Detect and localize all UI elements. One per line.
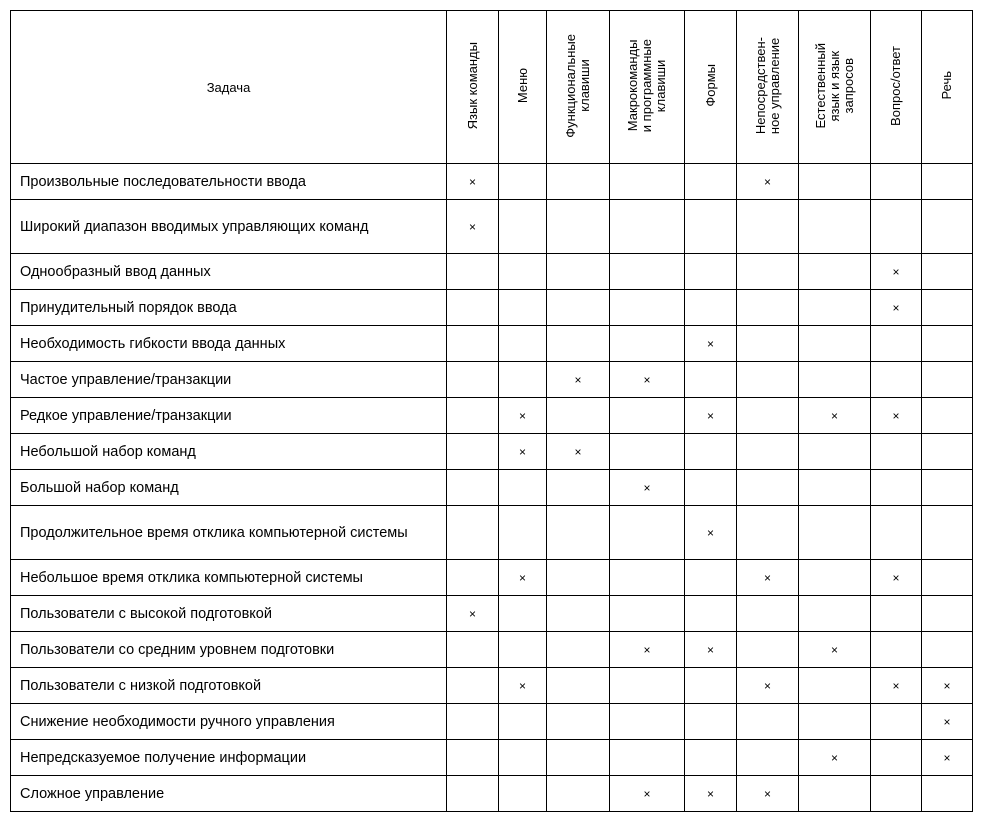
mark-cell-empty [610, 560, 685, 596]
mark-cell-empty [499, 164, 547, 200]
cross-mark-icon: × [643, 372, 651, 387]
mark-cell-empty [922, 200, 973, 254]
mark-cell-checked [499, 398, 547, 434]
mark-cell-empty [685, 596, 737, 632]
mark-cell-empty [685, 740, 737, 776]
mark-cell-empty [922, 290, 973, 326]
task-column-header: Задача [11, 11, 447, 164]
mark-cell-empty [610, 668, 685, 704]
cross-mark-icon: × [574, 372, 582, 387]
mark-cell-checked [737, 164, 799, 200]
mark-cell-empty [922, 470, 973, 506]
mark-cell-empty [799, 290, 871, 326]
task-cell: Снижение необходимости ручного управления [11, 704, 447, 740]
table-row [11, 596, 973, 632]
column-header-label: Речь [939, 71, 954, 100]
mark-cell-empty [499, 362, 547, 398]
cross-mark-icon: × [943, 750, 951, 765]
cross-mark-icon: × [574, 444, 582, 459]
mark-cell-empty [547, 632, 610, 668]
table-row [11, 254, 973, 290]
mark-cell-empty [871, 200, 922, 254]
mark-cell-empty [547, 776, 610, 812]
cross-mark-icon: × [943, 714, 951, 729]
header-row [11, 11, 973, 164]
column-header-label: Функциональные клавиши [563, 33, 592, 138]
column-header [610, 11, 685, 164]
cross-mark-icon: × [892, 264, 900, 279]
mark-cell-empty [737, 470, 799, 506]
mark-cell-empty [610, 254, 685, 290]
column-header [685, 11, 737, 164]
cross-mark-icon: × [468, 174, 476, 189]
task-cell: Редкое управление/транзакции [11, 398, 447, 434]
mark-cell-empty [499, 506, 547, 560]
mark-cell-empty [685, 362, 737, 398]
mark-cell-empty [871, 362, 922, 398]
table-row [11, 668, 973, 704]
mark-cell-empty [871, 632, 922, 668]
mark-cell-checked [922, 740, 973, 776]
mark-cell-empty [799, 200, 871, 254]
mark-cell-empty [799, 470, 871, 506]
task-cell: Необходимость гибкости ввода данных [11, 326, 447, 362]
column-header-label: Вопрос/ответ [888, 45, 903, 126]
mark-cell-empty [799, 164, 871, 200]
mark-cell-empty [799, 596, 871, 632]
mark-cell-empty [871, 740, 922, 776]
mark-cell-empty [685, 164, 737, 200]
mark-cell-empty [447, 254, 499, 290]
table-row [11, 632, 973, 668]
mark-cell-checked [737, 668, 799, 704]
cross-mark-icon: × [643, 786, 651, 801]
column-header-label: Меню [514, 67, 530, 104]
column-header-label: Непосредствен- ное управление [752, 36, 782, 135]
table-row [11, 362, 973, 398]
column-header [799, 11, 871, 164]
mark-cell-empty [547, 704, 610, 740]
mark-cell-empty [499, 254, 547, 290]
table-row [11, 398, 973, 434]
mark-cell-empty [610, 740, 685, 776]
mark-cell-checked [547, 362, 610, 398]
task-cell: Продолжительное время отклика компьютерной системы [11, 506, 447, 560]
mark-cell-checked [871, 668, 922, 704]
mark-cell-empty [922, 596, 973, 632]
table-row [11, 326, 973, 362]
cross-mark-icon: × [706, 336, 714, 351]
mark-cell-empty [547, 596, 610, 632]
mark-cell-empty [922, 560, 973, 596]
task-cell: Широкий диапазон вводимых управляющих команд [11, 200, 447, 254]
column-header-label: Язык команды [464, 41, 480, 130]
mark-cell-empty [447, 740, 499, 776]
mark-cell-empty [922, 434, 973, 470]
mark-cell-empty [499, 470, 547, 506]
mark-cell-empty [799, 704, 871, 740]
mark-cell-empty [499, 326, 547, 362]
mark-cell-empty [610, 164, 685, 200]
mark-cell-empty [447, 326, 499, 362]
mark-cell-empty [447, 776, 499, 812]
cross-mark-icon: × [763, 174, 771, 189]
mark-cell-empty [922, 632, 973, 668]
cross-mark-icon: × [830, 750, 838, 765]
mark-cell-empty [547, 326, 610, 362]
mark-cell-empty [447, 362, 499, 398]
cross-mark-icon: × [518, 570, 526, 585]
mark-cell-empty [610, 506, 685, 560]
mark-cell-empty [447, 398, 499, 434]
mark-cell-empty [737, 326, 799, 362]
cross-mark-icon: × [706, 525, 714, 540]
mark-cell-empty [922, 506, 973, 560]
mark-cell-empty [737, 506, 799, 560]
task-cell: Сложное управление [11, 776, 447, 812]
mark-cell-checked [737, 776, 799, 812]
mark-cell-empty [871, 596, 922, 632]
column-header-label: Макрокоманды и программные клавиши [625, 38, 668, 133]
mark-cell-empty [685, 254, 737, 290]
cross-mark-icon: × [468, 219, 476, 234]
column-header [922, 11, 973, 164]
cross-mark-icon: × [643, 480, 651, 495]
mark-cell-empty [871, 164, 922, 200]
mark-cell-empty [737, 596, 799, 632]
mark-cell-empty [871, 704, 922, 740]
mark-cell-empty [547, 560, 610, 596]
task-cell: Небольшой набор команд [11, 434, 447, 470]
cross-mark-icon: × [518, 408, 526, 423]
mark-cell-empty [799, 560, 871, 596]
cross-mark-icon: × [518, 444, 526, 459]
mark-cell-empty [547, 668, 610, 704]
mark-cell-empty [685, 434, 737, 470]
task-cell: Однообразный ввод данных [11, 254, 447, 290]
mark-cell-empty [799, 362, 871, 398]
mark-cell-empty [799, 776, 871, 812]
table-row [11, 506, 973, 560]
mark-cell-empty [922, 164, 973, 200]
mark-cell-empty [547, 470, 610, 506]
mark-cell-empty [499, 290, 547, 326]
mark-cell-empty [799, 434, 871, 470]
column-header [499, 11, 547, 164]
mark-cell-checked [499, 434, 547, 470]
mark-cell-checked [799, 740, 871, 776]
mark-cell-empty [737, 362, 799, 398]
mark-cell-empty [499, 740, 547, 776]
cross-mark-icon: × [892, 300, 900, 315]
column-header [547, 11, 610, 164]
mark-cell-empty [922, 398, 973, 434]
cross-mark-icon: × [763, 678, 771, 693]
mark-cell-empty [871, 434, 922, 470]
mark-cell-empty [922, 776, 973, 812]
cross-mark-icon: × [892, 570, 900, 585]
mark-cell-empty [737, 632, 799, 668]
mark-cell-empty [499, 632, 547, 668]
mark-cell-empty [685, 668, 737, 704]
mark-cell-empty [737, 704, 799, 740]
cross-mark-icon: × [468, 606, 476, 621]
mark-cell-empty [685, 470, 737, 506]
mark-cell-empty [547, 506, 610, 560]
mark-cell-empty [871, 776, 922, 812]
column-header [737, 11, 799, 164]
mark-cell-checked [799, 632, 871, 668]
mark-cell-empty [447, 704, 499, 740]
mark-cell-empty [799, 254, 871, 290]
mark-cell-checked [610, 632, 685, 668]
mark-cell-empty [547, 398, 610, 434]
task-cell: Пользователи со средним уровнем подготовки [11, 632, 447, 668]
mark-cell-empty [447, 434, 499, 470]
mark-cell-empty [610, 326, 685, 362]
task-cell: Большой набор команд [11, 470, 447, 506]
cross-mark-icon: × [892, 678, 900, 693]
cross-mark-icon: × [830, 642, 838, 657]
mark-cell-empty [547, 740, 610, 776]
mark-cell-checked [871, 290, 922, 326]
mark-cell-empty [547, 200, 610, 254]
table-row [11, 470, 973, 506]
mark-cell-empty [547, 164, 610, 200]
task-cell: Принудительный порядок ввода [11, 290, 447, 326]
mark-cell-empty [685, 704, 737, 740]
mark-cell-empty [737, 740, 799, 776]
table-row [11, 434, 973, 470]
mark-cell-empty [499, 200, 547, 254]
mark-cell-empty [922, 362, 973, 398]
mark-cell-empty [447, 632, 499, 668]
mark-cell-empty [447, 560, 499, 596]
table-row [11, 164, 973, 200]
table-body [11, 164, 973, 812]
mark-cell-empty [610, 290, 685, 326]
mark-cell-checked [685, 398, 737, 434]
mark-cell-checked [610, 776, 685, 812]
mark-cell-empty [871, 326, 922, 362]
table-row [11, 200, 973, 254]
mark-cell-empty [871, 506, 922, 560]
cross-mark-icon: × [706, 642, 714, 657]
mark-cell-checked [499, 560, 547, 596]
task-cell: Пользователи с низкой подготовкой [11, 668, 447, 704]
mark-cell-empty [499, 596, 547, 632]
task-cell: Небольшое время отклика компьютерной системы [11, 560, 447, 596]
mark-cell-empty [610, 200, 685, 254]
mark-cell-empty [610, 398, 685, 434]
mark-cell-empty [737, 434, 799, 470]
column-header [447, 11, 499, 164]
cross-mark-icon: × [518, 678, 526, 693]
mark-cell-checked [922, 668, 973, 704]
task-cell: Частое управление/транзакции [11, 362, 447, 398]
cross-mark-icon: × [643, 642, 651, 657]
mark-cell-empty [685, 560, 737, 596]
task-cell: Произвольные последовательности ввода [11, 164, 447, 200]
mark-cell-checked [447, 200, 499, 254]
table-row [11, 560, 973, 596]
mark-cell-empty [685, 200, 737, 254]
mark-cell-empty [737, 290, 799, 326]
mark-cell-empty [685, 290, 737, 326]
mark-cell-checked [447, 596, 499, 632]
task-cell: Непредсказуемое получение информации [11, 740, 447, 776]
mark-cell-empty [499, 776, 547, 812]
mark-cell-empty [547, 254, 610, 290]
column-header [871, 11, 922, 164]
mark-cell-empty [799, 506, 871, 560]
mark-cell-checked [737, 560, 799, 596]
cross-mark-icon: × [763, 786, 771, 801]
cross-mark-icon: × [706, 408, 714, 423]
table-row [11, 740, 973, 776]
mark-cell-empty [737, 200, 799, 254]
column-header-label: Естественный язык и язык запросов [812, 42, 856, 129]
mark-cell-checked [799, 398, 871, 434]
mark-cell-empty [447, 668, 499, 704]
mark-cell-empty [610, 434, 685, 470]
mark-cell-empty [447, 470, 499, 506]
mark-cell-checked [922, 704, 973, 740]
task-cell: Пользователи с высокой подготовкой [11, 596, 447, 632]
mark-cell-empty [871, 470, 922, 506]
mark-cell-empty [499, 704, 547, 740]
mark-cell-checked [871, 398, 922, 434]
table-row [11, 290, 973, 326]
cross-mark-icon: × [943, 678, 951, 693]
cross-mark-icon: × [892, 408, 900, 423]
mark-cell-empty [447, 290, 499, 326]
mark-cell-empty [610, 596, 685, 632]
mark-cell-empty [610, 704, 685, 740]
mark-cell-checked [447, 164, 499, 200]
mark-cell-empty [737, 398, 799, 434]
mark-cell-checked [610, 470, 685, 506]
mark-cell-empty [447, 506, 499, 560]
mark-cell-checked [685, 326, 737, 362]
table-row [11, 776, 973, 812]
mark-cell-empty [799, 668, 871, 704]
mark-cell-checked [685, 776, 737, 812]
mark-cell-checked [871, 254, 922, 290]
cross-mark-icon: × [763, 570, 771, 585]
mark-cell-empty [547, 290, 610, 326]
mark-cell-checked [685, 506, 737, 560]
mark-cell-empty [737, 254, 799, 290]
dialogue-technique-table [10, 10, 973, 812]
table-row [11, 704, 973, 740]
mark-cell-empty [922, 254, 973, 290]
column-header-label: Формы [702, 64, 718, 107]
mark-cell-empty [922, 326, 973, 362]
mark-cell-checked [499, 668, 547, 704]
mark-cell-checked [547, 434, 610, 470]
mark-cell-checked [871, 560, 922, 596]
mark-cell-empty [799, 326, 871, 362]
cross-mark-icon: × [830, 408, 838, 423]
mark-cell-checked [685, 632, 737, 668]
mark-cell-checked [610, 362, 685, 398]
cross-mark-icon: × [706, 786, 714, 801]
